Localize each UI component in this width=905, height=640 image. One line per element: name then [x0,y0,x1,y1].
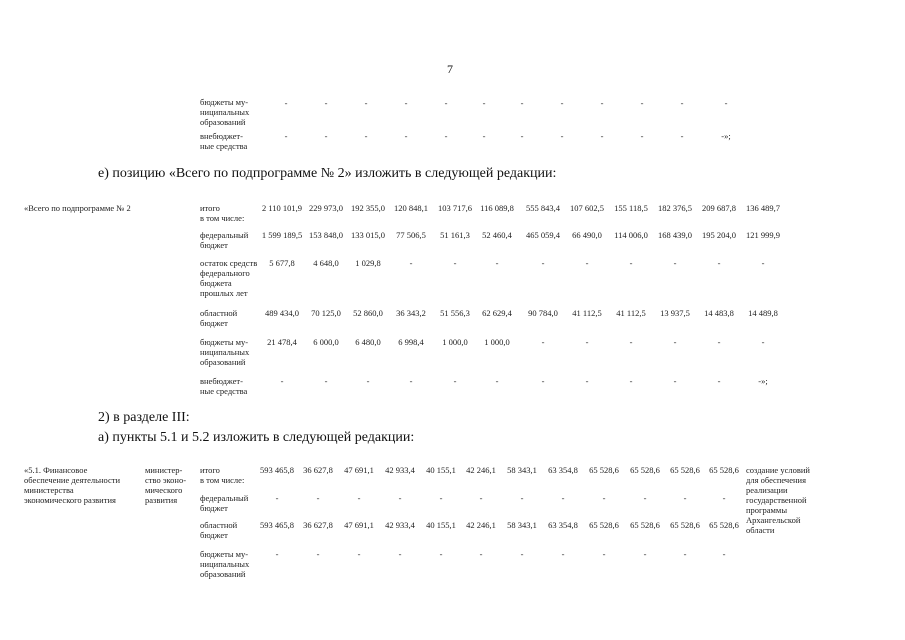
table-cell: 4 648,0 [313,258,339,268]
table-cell: - [585,258,589,268]
table-cell: 52 460,4 [482,230,512,240]
table-cell: - [602,493,606,503]
table-cell: 77 506,5 [396,230,426,240]
table-cell: - [316,549,320,559]
table-cell: - [673,258,677,268]
table-cell: 65 528,6 [630,520,660,530]
table-cell: - [398,493,402,503]
table-cell: - [409,258,413,268]
table-cell: 209 687,8 [702,203,736,213]
table-cell: 182 376,5 [658,203,692,213]
table-cell: - [561,549,565,559]
row-label-total: итого в том числе: [200,203,245,224]
table-cell: 14 489,8 [748,308,778,318]
page-number: 7 [447,62,453,76]
table-cell: - [673,337,677,347]
table-cell: 65 528,6 [589,465,619,475]
table-cell: - [561,493,565,503]
table-cell: 1 000,0 [484,337,510,347]
table-cell: 66 490,0 [572,230,602,240]
table-cell: - [398,549,402,559]
table-cell: - [482,131,486,141]
table-cell: - [324,376,328,386]
table-cell: - [284,131,288,141]
table-cell: 42 246,1 [466,520,496,530]
table-cell: 555 843,4 [526,203,560,213]
table-cell: 21 478,4 [267,337,297,347]
table-cell: 6 480,0 [355,337,381,347]
table-cell: - [439,493,443,503]
table-cell: 107 602,5 [570,203,604,213]
table-cell: 114 006,0 [614,230,648,240]
table-cell: 51 161,3 [440,230,470,240]
table-cell: - [495,258,499,268]
table-cell: - [409,376,413,386]
row-label-offbudget: внебюджет- ные средства [200,131,248,152]
table-cell: - [643,493,647,503]
table-cell: 42 933,4 [385,520,415,530]
table-cell: - [316,493,320,503]
table-cell: - [541,258,545,268]
table-cell: 120 848,1 [394,203,428,213]
table-cell: 6 000,0 [313,337,339,347]
table-cell: - [560,131,564,141]
table-cell: 465 059,4 [526,230,560,240]
section-heading-2: 2) в разделе III: [98,410,190,425]
row-label-offbudget: внебюджет- ные средства [200,376,248,397]
table-cell: 229 973,0 [309,203,343,213]
table-cell: - [324,131,328,141]
table-cell: - [444,131,448,141]
table-cell: - [629,337,633,347]
item-5-1-executor: министер- ство эконо- мического развития [145,465,187,506]
table-cell: - [520,549,524,559]
table-cell: 42 246,1 [466,465,496,475]
table-cell: - [585,337,589,347]
table-cell: - [600,131,604,141]
table-cell: - [280,376,284,386]
table-cell: 153 848,0 [309,230,343,240]
table-cell: - [444,98,448,108]
table-cell: - [541,376,545,386]
table-cell: 42 933,4 [385,465,415,475]
section-heading-e: е) позицию «Всего по подпрограмме № 2» изложить в следующей редакции: [98,166,557,181]
table-cell: 90 784,0 [528,308,558,318]
table-cell: 36 627,8 [303,520,333,530]
table-cell: - [439,549,443,559]
table-cell: 36 627,8 [303,465,333,475]
table-cell: - [585,376,589,386]
table-cell: - [629,258,633,268]
table-cell: 51 556,3 [440,308,470,318]
table-cell: 58 343,1 [507,520,537,530]
table-cell: 40 155,1 [426,520,456,530]
table-cell: 593 465,8 [260,520,294,530]
table-cell: - [761,258,765,268]
table-cell: - [560,98,564,108]
table-cell: - [683,493,687,503]
table-cell: 489 434,0 [265,308,299,318]
table-cell: 116 089,8 [480,203,514,213]
table-cell: 1 000,0 [442,337,468,347]
row-label-municipal: бюджеты му- ниципальных образований [200,549,250,580]
table-cell: 58 343,1 [507,465,537,475]
table-cell: - [680,131,684,141]
table-cell: - [722,493,726,503]
row-label-regional: областной бюджет [200,520,238,541]
table-cell: 5 677,8 [269,258,295,268]
table-cell: 14 483,8 [704,308,734,318]
table-cell: - [482,98,486,108]
table-cell: 168 439,0 [658,230,692,240]
table-cell: 36 343,2 [396,308,426,318]
table-cell: -»; [721,131,731,141]
table-cell: 133 015,0 [351,230,385,240]
table-cell: - [404,98,408,108]
table-cell: 2 110 101,9 [261,203,303,213]
table-cell: - [761,337,765,347]
table-cell: 65 528,6 [709,520,739,530]
table-cell: - [680,98,684,108]
table-cell: - [629,376,633,386]
table-cell: 40 155,1 [426,465,456,475]
table-cell: 136 489,7 [746,203,780,213]
row-label-municipal: бюджеты му- ниципальных образований [200,337,250,368]
table-cell: 65 528,6 [670,465,700,475]
table-cell: - [602,549,606,559]
table-cell: 65 528,6 [709,465,739,475]
table-cell: - [600,98,604,108]
table-cell: - [479,493,483,503]
table-cell: 121 999,9 [746,230,780,240]
subprogram-title: «Всего по подпрограмме № 2 [24,203,131,213]
section-heading-a: а) пункты 5.1 и 5.2 изложить в следующей редакции: [98,430,415,445]
table-cell: -»; [758,376,768,386]
table-cell: - [683,549,687,559]
table-cell: 41 112,5 [572,308,602,318]
table-cell: 65 528,6 [630,465,660,475]
table-cell: - [275,493,279,503]
table-cell: 47 691,1 [344,520,374,530]
table-cell: - [520,131,524,141]
table-cell: - [673,376,677,386]
table-cell: - [495,376,499,386]
table-cell: 63 354,8 [548,465,578,475]
table-cell: 1 599 189,5 [261,230,303,240]
table-cell: - [717,376,721,386]
row-label-federal-remainder: остаток средств федерального бюджета прошлых лет [200,258,258,299]
table-cell: - [453,258,457,268]
table-cell: 192 355,0 [351,203,385,213]
table-cell: 65 528,6 [589,520,619,530]
table-cell: - [357,549,361,559]
table-cell: 47 691,1 [344,465,374,475]
table-cell: 103 717,6 [438,203,472,213]
table-cell: - [324,98,328,108]
row-label-municipal: бюджеты му- ниципальных образований [200,97,250,128]
table-cell: - [541,337,545,347]
table-cell: 65 528,6 [670,520,700,530]
table-cell: 1 029,8 [355,258,381,268]
table-cell: - [404,131,408,141]
table-cell: - [640,131,644,141]
table-cell: 155 118,5 [614,203,648,213]
table-cell: - [453,376,457,386]
table-cell: - [366,376,370,386]
table-cell: - [717,337,721,347]
item-5-1-title: «5.1. Финансовое обеспечение деятельности министерства экономического развития [24,465,121,506]
table-cell: - [364,98,368,108]
table-cell: 593 465,8 [260,465,294,475]
table-cell: - [724,98,728,108]
table-cell: - [640,98,644,108]
table-cell: - [357,493,361,503]
table-cell: - [364,131,368,141]
table-cell: - [479,549,483,559]
table-cell: 70 125,0 [311,308,341,318]
table-cell: - [275,549,279,559]
table-cell: - [520,98,524,108]
table-cell: 195 204,0 [702,230,736,240]
table-cell: - [717,258,721,268]
table-cell: 62 629,4 [482,308,512,318]
table-cell: 63 354,8 [548,520,578,530]
row-label-regional: областной бюджет [200,308,238,329]
table-cell: - [284,98,288,108]
table-cell: 41 112,5 [616,308,646,318]
table-cell: - [643,549,647,559]
row-label-federal: федеральный бюджет [200,230,249,251]
row-label-total: итого в том числе: [200,465,245,486]
item-5-1-goal: создание условий для обеспечения реализации государственной программы Архангельской области [746,465,810,536]
table-cell: - [520,493,524,503]
table-cell: 52 860,0 [353,308,383,318]
table-cell: 6 998,4 [398,337,424,347]
row-label-federal: федеральный бюджет [200,493,249,514]
table-cell: - [722,549,726,559]
table-cell: 13 937,5 [660,308,690,318]
